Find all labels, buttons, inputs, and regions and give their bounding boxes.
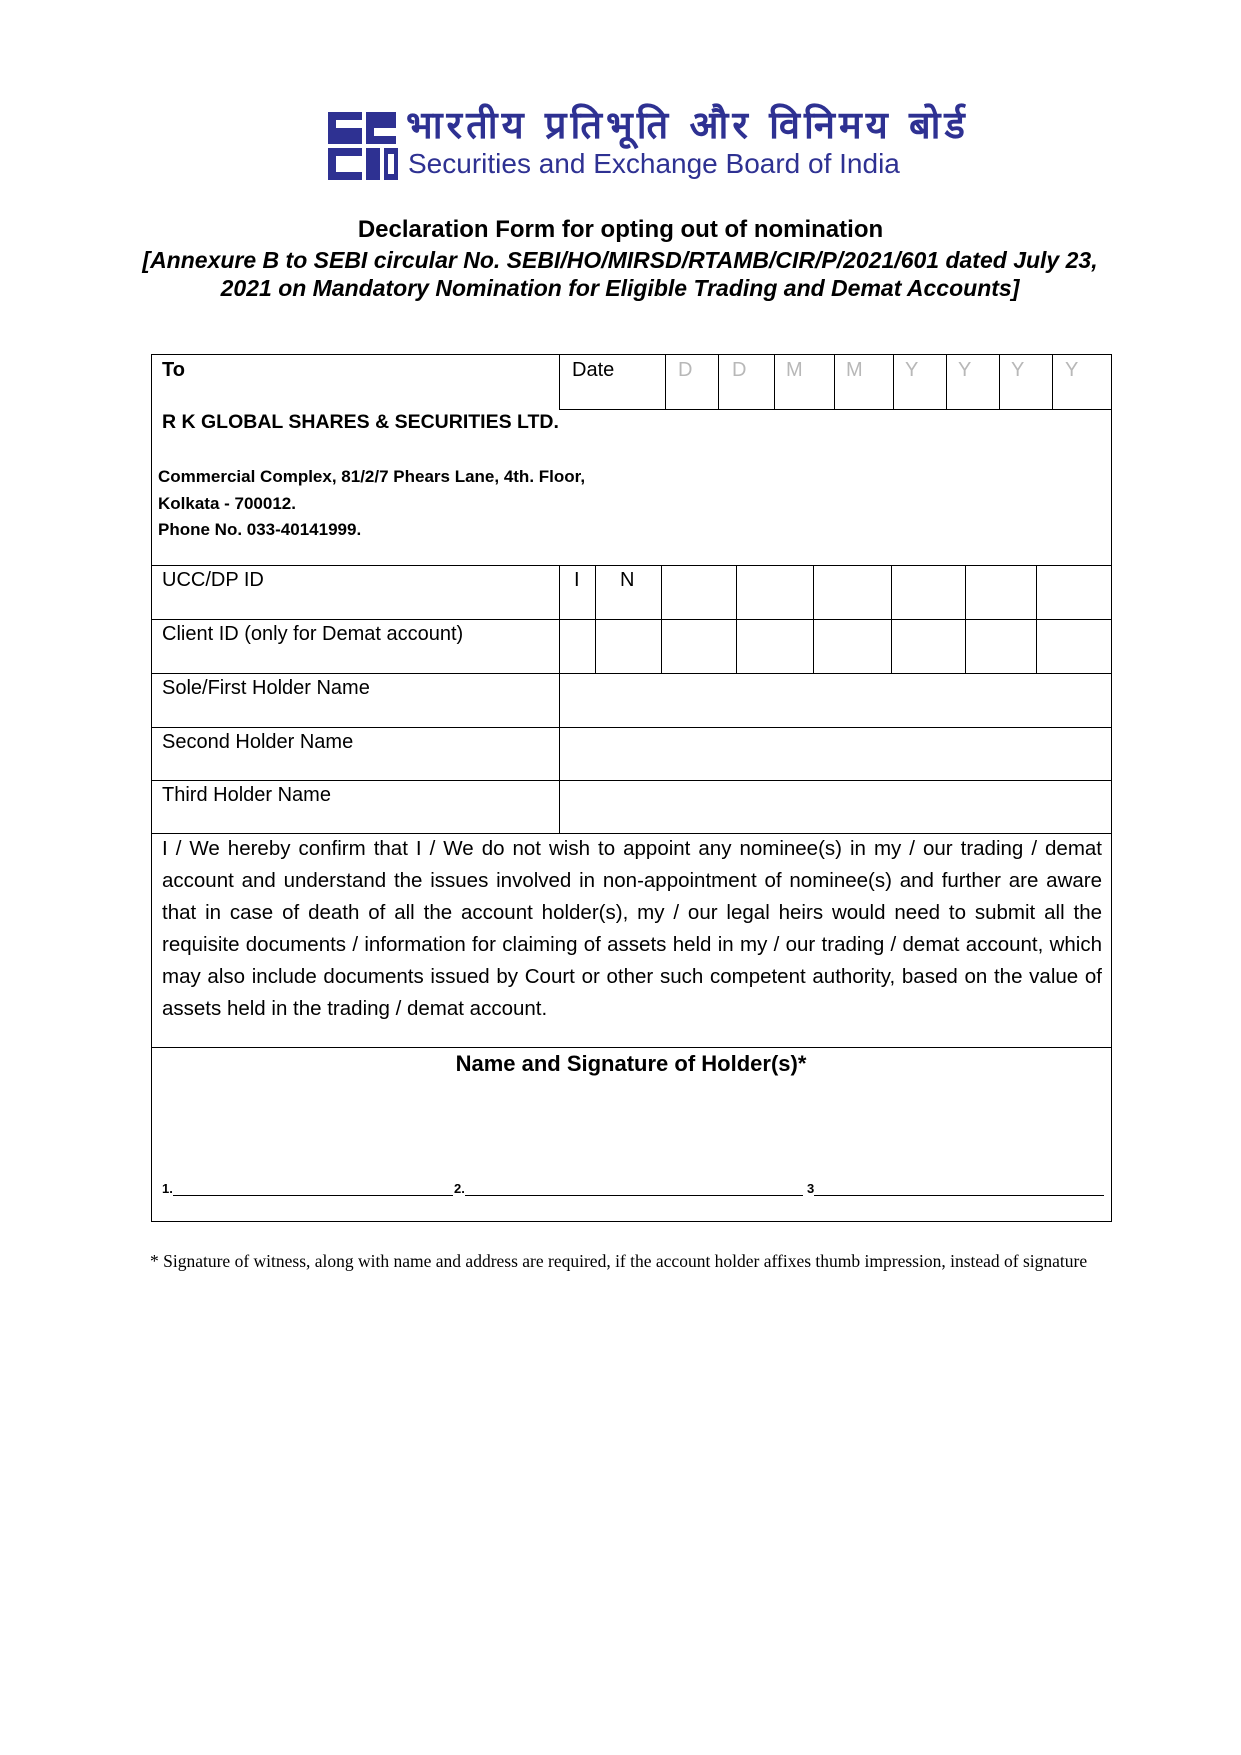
client-id-label: Client ID (only for Demat account) (162, 623, 464, 645)
address-line-1: Commercial Complex, 81/2/7 Phears Lane, 4th. Floor, (158, 467, 586, 486)
signature-3-label: 3 (807, 1181, 815, 1196)
form-subtitle: [Annexure B to SEBI circular No. SEBI/HO/MIRSD/RTAMB/CIR/P/2021/601 dated July 23, 2021 on Mandatory Nomination for Eligible Trading and Demat Accounts] (142, 247, 1098, 301)
date-label: Date (572, 359, 615, 381)
date-y3[interactable]: Y (1011, 359, 1025, 381)
address-line-3: Phone No. 033-40141999. (158, 520, 362, 539)
second-holder-field[interactable] (562, 729, 1110, 779)
form-title: Declaration Form for opting out of nomination (357, 216, 884, 243)
date-m2[interactable]: M (846, 359, 863, 381)
address-line-2: Kolkata - 700012. (158, 494, 296, 513)
declaration-form (151, 354, 1112, 1222)
date-d2[interactable]: D (732, 359, 747, 381)
signature-2-label: 2. (454, 1181, 465, 1196)
signature-line-2[interactable] (454, 1181, 803, 1196)
logo-hindi-text: भारतीय प्रतिभूति और विनिमय बोर्ड (406, 103, 969, 147)
ucc-label: UCC/DP ID (162, 569, 264, 591)
second-holder-label: Second Holder Name (162, 731, 354, 753)
signature-line-3[interactable] (807, 1181, 1104, 1196)
date-d1[interactable]: D (678, 359, 693, 381)
ucc-prefix-i: I (574, 569, 580, 591)
date-y1[interactable]: Y (905, 359, 919, 381)
signature-1-label: 1. (162, 1181, 173, 1196)
first-holder-label: Sole/First Holder Name (162, 677, 370, 699)
signature-line-1[interactable] (162, 1181, 453, 1196)
sebi-logo-icon (326, 110, 404, 184)
sebi-logo (326, 98, 969, 188)
logo-english-text: Securities and Exchange Board of India (408, 148, 900, 179)
first-holder-field[interactable] (562, 675, 1110, 725)
date-m1[interactable]: M (786, 359, 803, 381)
declaration-text: I / We hereby confirm that I / We do not wish to appoint any nominee(s) in my / our trading / demat account and understand the issues involved in non-appointment of nominee(s) and further are aware that in case of death of all the account holder(s), my / our legal heirs would need to submit all the requisite documents / information for claiming of assets held in my / our trading / demat account, which may also include documents issued by Court or other such competent authority, based on the value of assets held in the trading / demat account. (162, 837, 1102, 1020)
company-name: R K GLOBAL SHARES & SECURITIES LTD. (162, 411, 559, 433)
date-y2[interactable]: Y (958, 359, 972, 381)
third-holder-field[interactable] (562, 782, 1110, 832)
date-y4[interactable]: Y (1065, 359, 1079, 381)
signature-title: Name and Signature of Holder(s)* (455, 1051, 807, 1076)
third-holder-label: Third Holder Name (162, 784, 331, 806)
footnote: * Signature of witness, along with name and address are required, if the account holder affixes thumb impression, instead of signature (150, 1251, 1088, 1271)
ucc-prefix-n: N (620, 569, 635, 591)
to-label: To (162, 359, 185, 381)
